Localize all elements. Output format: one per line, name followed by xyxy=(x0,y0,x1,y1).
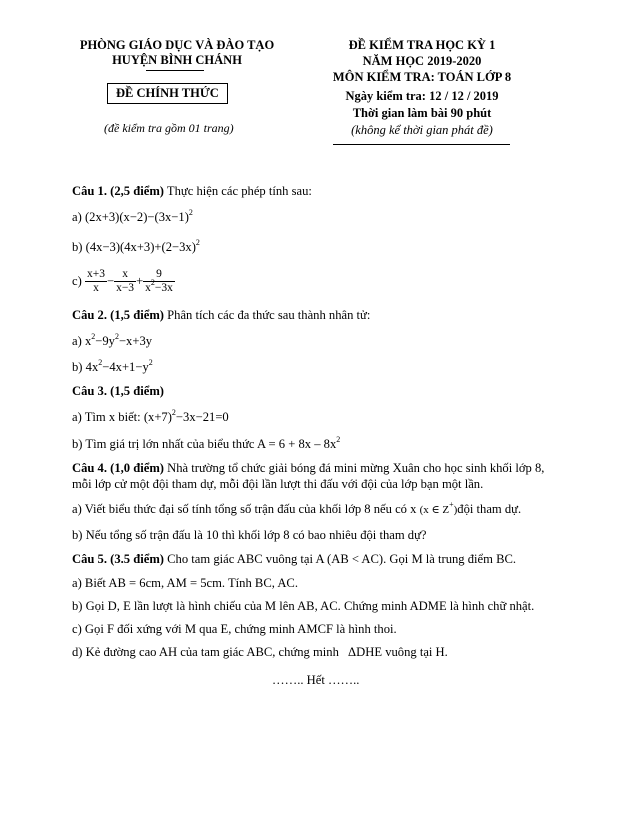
question-5d: d) Kẻ đường cao AH của tam giác ABC, chứng minh ΔDHE vuông tại H. xyxy=(72,645,448,659)
operator-minus: − xyxy=(106,274,115,288)
fraction-1-denominator: x xyxy=(93,282,99,294)
question-3-title: Câu 3. (1,5 điểm) xyxy=(72,384,164,398)
question-1-title: Câu 1. (2,5 điểm) xyxy=(72,184,164,198)
question-2b-expression: $4x^2-4x+1-y^2$ xyxy=(85,358,153,374)
question-2 xyxy=(72,308,370,323)
subject: MÔN KIỂM TRA: TOÁN LỚP 8 xyxy=(332,70,512,84)
question-2b: b) $4x^2-4x+1-y^2$ xyxy=(72,358,153,374)
fraction-2-numerator: x xyxy=(114,268,136,282)
fraction-3 xyxy=(143,268,175,295)
question-1b-expression: (4x−3)(4x+3)+(2−3x) xyxy=(85,240,196,254)
operator-plus: + xyxy=(136,274,144,288)
question-4b: b) Nếu tổng số trận đấu là 10 thì khối lớp 8 có bao nhiêu đội tham dự? xyxy=(72,528,427,542)
question-3a-equation: $(x+7)^2-3x-21=0$ xyxy=(143,408,229,424)
district-underline xyxy=(146,70,204,71)
question-5 xyxy=(72,552,516,567)
question-1-prompt: Thực hiện các phép tính sau: xyxy=(166,184,312,198)
question-1b-label: b) xyxy=(72,240,83,254)
fraction-1-numerator: x+3 xyxy=(86,268,105,280)
question-4a-condition: (x ∈ Z+) xyxy=(419,500,458,516)
question-5b: b) Gọi D, E lần lượt là hình chiếu của M lên AB, AC. Chứng minh ADME là hình chữ nhật. xyxy=(72,599,535,613)
question-2-prompt: Phân tích các đa thức sau thành nhân tử: xyxy=(167,308,371,322)
question-4-line1: Nhà trường tổ chức giải bóng đá mini mừng Xuân cho học sinh khối lớp 8, xyxy=(167,461,545,475)
question-1 xyxy=(72,184,312,199)
school-year: NĂM HỌC 2019-2020 xyxy=(362,54,482,68)
page-note: (đề kiểm tra gồm 01 trang) xyxy=(104,121,234,135)
question-2a: a) $x^2-9y^2-x+3y$ xyxy=(72,332,153,348)
question-1c-label: c) xyxy=(72,274,82,288)
question-4-line2: mỗi lớp cử một đội tham dự, mỗi đội lần lượt thi đấu với đội của lớp bạn một lần. xyxy=(72,477,484,491)
question-1b-exponent: 2 xyxy=(195,238,200,247)
question-4a: a) Viết biểu thức đại số tính tổng số trận đấu của khối lớp 8 nếu có x (x ∈ Z+)đội tham dự. xyxy=(72,500,522,516)
fraction-3-numerator: 9 xyxy=(143,268,175,282)
question-5-prompt: Cho tam giác ABC vuông tại A (AB < AC). Gọi M là trung điểm BC. xyxy=(167,552,517,566)
header-rule xyxy=(333,144,510,145)
question-3b: b) Tìm giá trị lớn nhất của biểu thức $A = 6 + 8x - 8x^2$ xyxy=(72,435,341,451)
question-1a-label: a) xyxy=(72,210,82,224)
fraction-3-denominator: $x^2-3x$ xyxy=(145,278,173,294)
question-5c: c) Gọi F đối xứng với M qua E, chứng minh AMCF là hình thoi. xyxy=(72,622,397,636)
question-4 xyxy=(72,461,544,476)
fraction-2 xyxy=(114,268,136,295)
question-1a xyxy=(72,210,193,225)
question-5a: a) Biết AB = 6cm, AM = 5cm. Tính BC, AC. xyxy=(72,576,298,590)
question-4-title: Câu 4. (1,0 điểm) xyxy=(72,461,164,475)
end-marker: …….. Hết …….. xyxy=(272,673,360,687)
triangle-dhe: ΔDHE xyxy=(348,645,383,659)
question-1b xyxy=(72,240,200,255)
question-1a-expression: (2x+3)(x−2)−(3x−1) xyxy=(84,210,189,224)
duration-note: (không kể thời gian phát đề) xyxy=(351,123,493,137)
exam-title: ĐỀ KIỂM TRA HỌC KỲ 1 xyxy=(348,38,496,52)
department-name: PHÒNG GIÁO DỤC VÀ ĐÀO TẠO xyxy=(79,38,275,52)
official-label: ĐỀ CHÍNH THỨC xyxy=(107,83,228,104)
question-3a: a) Tìm x biết: $(x+7)^2-3x-21=0$ xyxy=(72,408,229,424)
exam-date: Ngày kiểm tra: 12 / 12 / 2019 xyxy=(345,89,499,103)
exam-duration: Thời gian làm bài 90 phút xyxy=(352,106,492,120)
fraction-1 xyxy=(85,268,107,295)
question-2-title: Câu 2. (1,5 điểm) xyxy=(72,308,164,322)
question-1a-exponent: 2 xyxy=(188,208,193,217)
fraction-2-denominator: x−3 xyxy=(116,282,135,294)
district-name: HUYỆN BÌNH CHÁNH xyxy=(112,53,242,67)
question-1c xyxy=(72,268,175,295)
question-2a-expression: $x^2-9y^2-x+3y$ xyxy=(84,332,153,348)
question-5-title: Câu 5. (3.5 điểm) xyxy=(72,552,164,566)
